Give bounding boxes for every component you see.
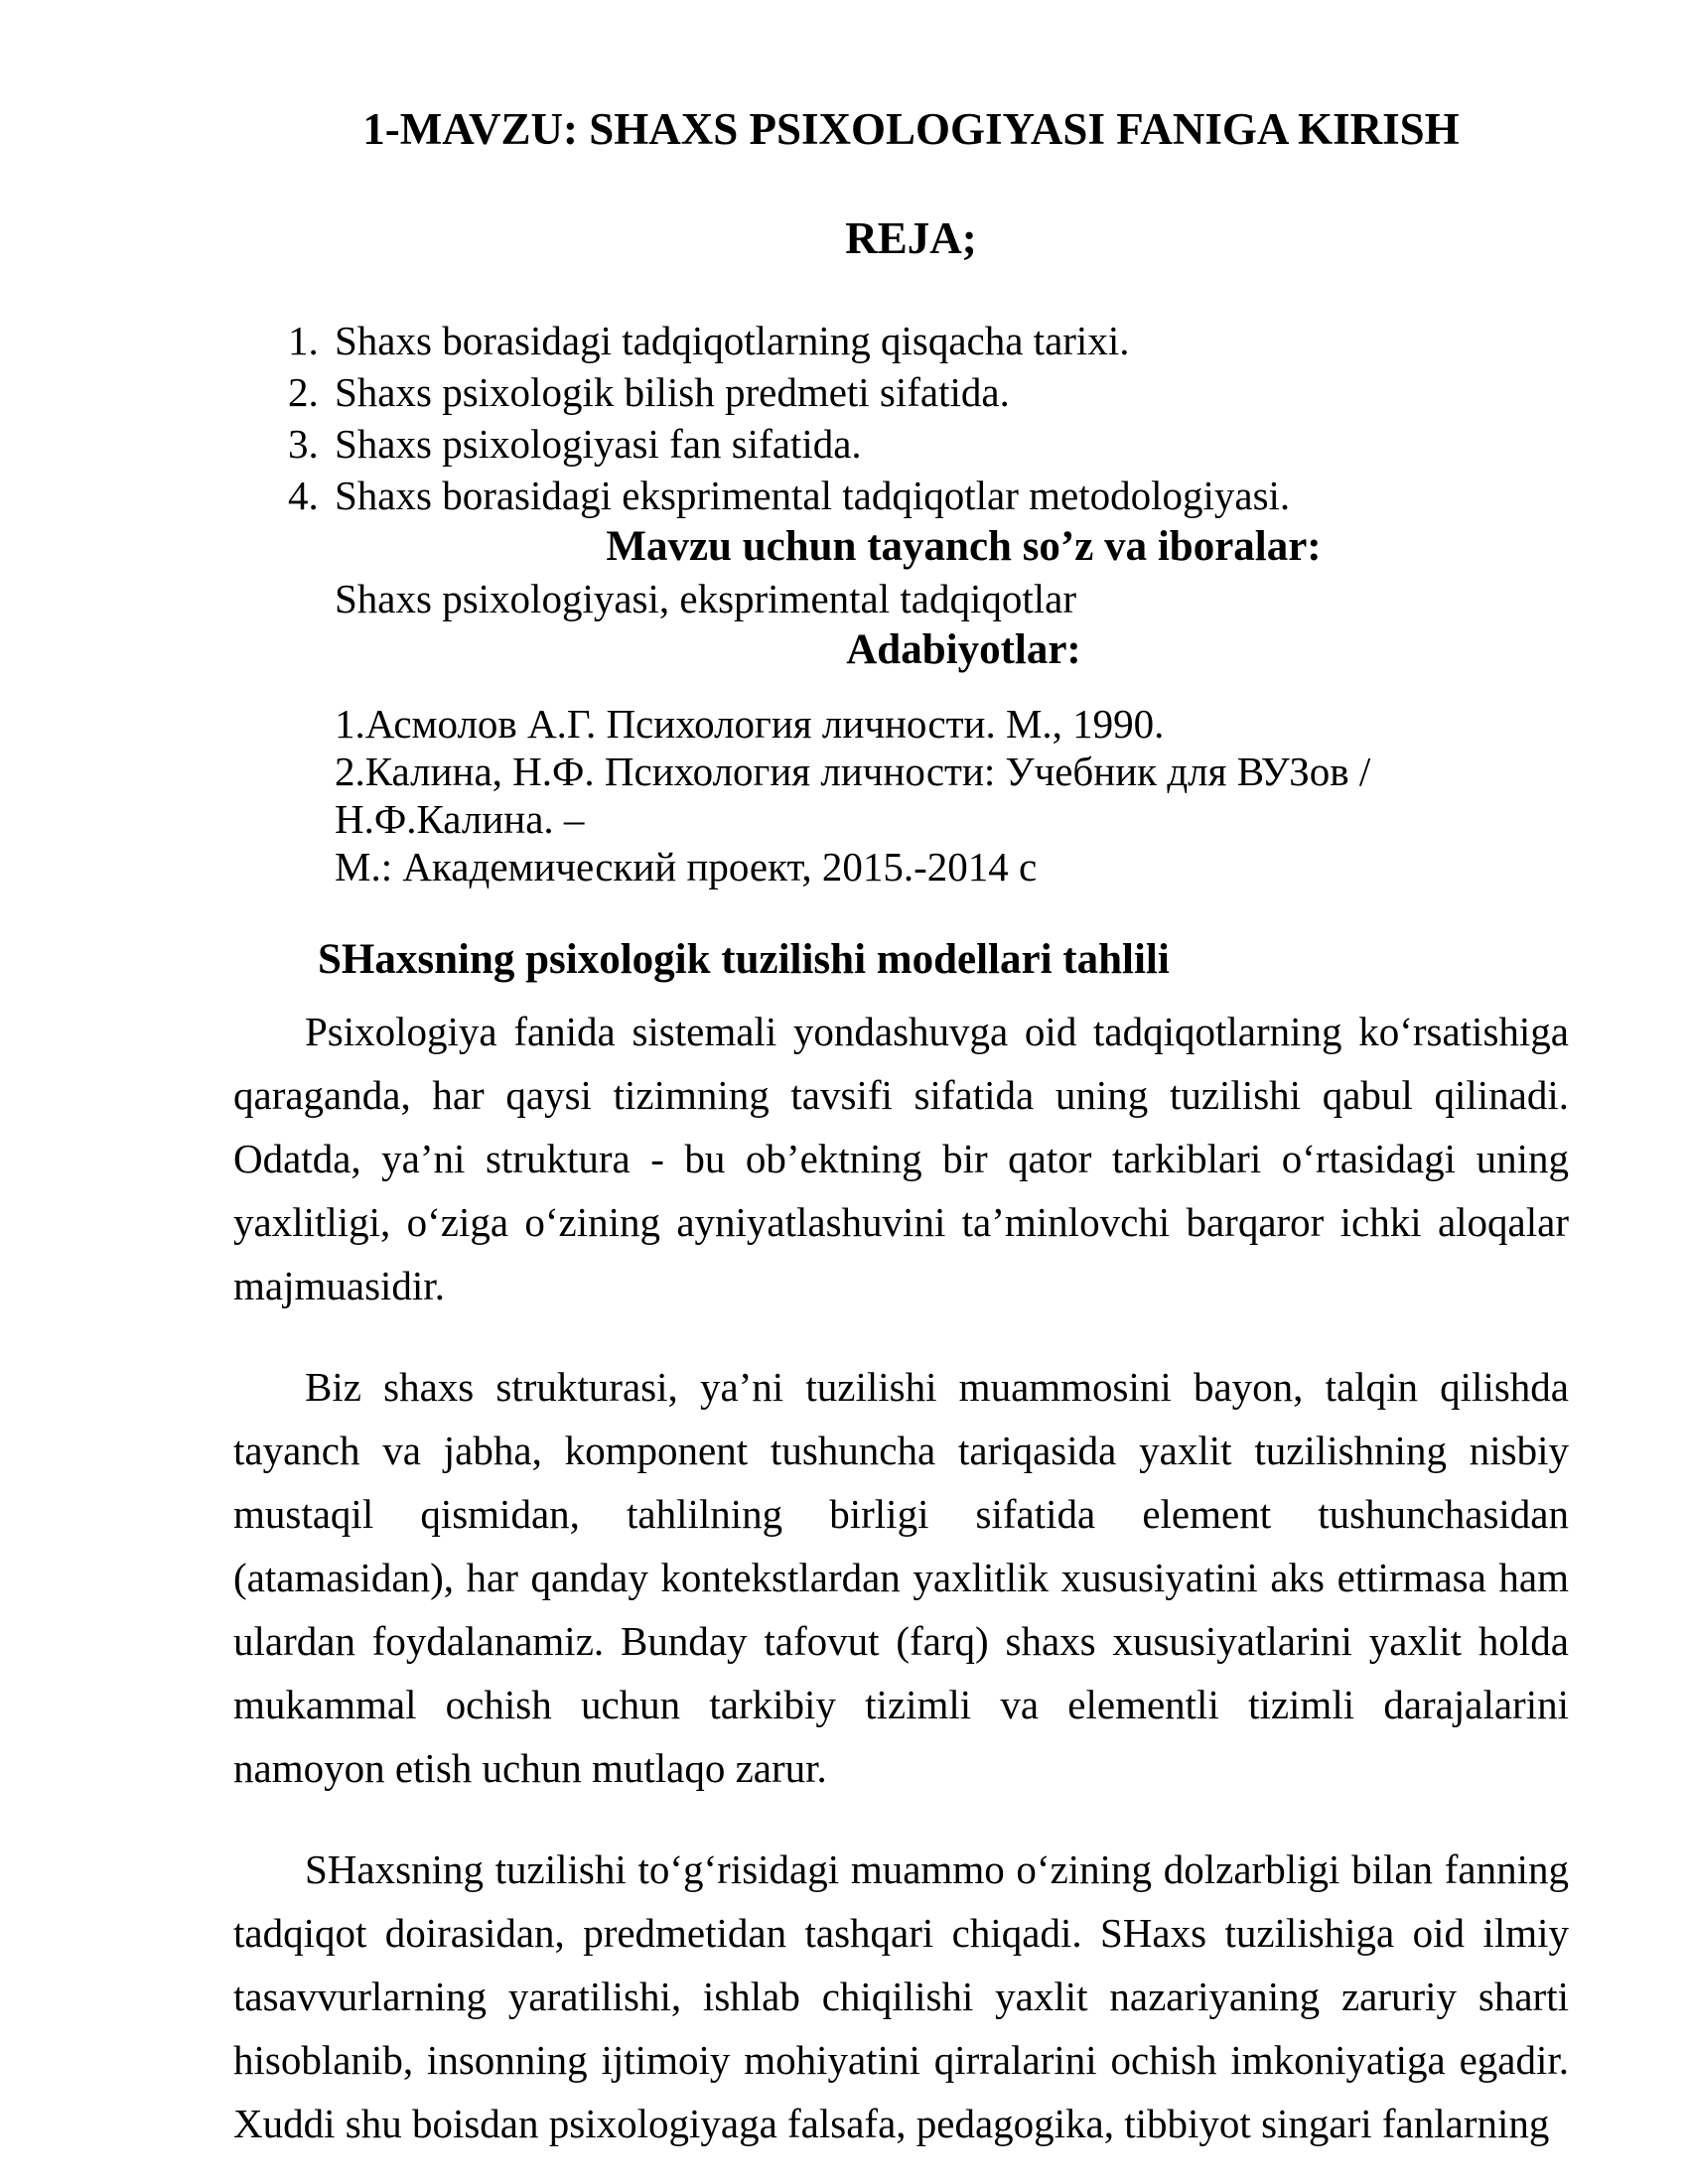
- keywords-heading: Mavzu uchun tayanch so’z va iboralar:: [606, 523, 1322, 570]
- plan-item-text: Shaxs psixologik bilish predmeti sifatida.: [335, 369, 1010, 415]
- literature-heading: Adabiyotlar:: [846, 626, 1081, 673]
- plan-item-text: Shaxs borasidagi eksprimental tadqiqotlar metodologiyasi.: [335, 473, 1291, 518]
- body-paragraph: SHaxsning tuzilishi to‘g‘risidagi muammo o‘zining dolzarbligi bilan fanning tadqiqot doirasidan, predmetidan tashqari chiqadi. SHaxs tuzilishiga oid ilmiy tasavvurlarning yaratilishi, ishlab chiqilishi yaxlit nazariyaning zaruriy sharti hisoblanib, insonning ijtimoiy mohiyatini qirralarini ochish imkoniyatiga egadir. Xuddi shu boisdan psixologiyaga falsafa, pedagogika, tibbiyot singari fanlarning: [233, 1846, 1569, 2146]
- plan-item-number: 2.: [288, 369, 319, 415]
- plan-item: [233, 418, 1569, 470]
- plan-item-number: 4.: [288, 473, 319, 518]
- plan-item-text: Shaxs borasidagi tadqiqotlarning qisqacha tarixi.: [335, 318, 1130, 363]
- plan-item: [233, 315, 1569, 366]
- reference-list: [233, 700, 1569, 890]
- plan-list: [233, 315, 1569, 521]
- body-paragraph: Biz shaxs strukturasi, ya’ni tuzilishi muammosini bayon, talqin qilishda tayanch va jabha, komponent tushuncha tariqasida yaxlit tuzilishning nisbiy mustaqil qismidan, tahlilning birligi sifatida element tushunchasidan (atamasidan), har qanday kontekstlardan yaxlitlik xususiyatini aks ettirmasa ham ulardan foydalanamiz. Bunday tafovut (farq) shaxs xususiyatlarini yaxlit holda mukammal ochish uchun tarkibiy tizimli va elementli tizimli darajalarini namoyon etish uchun mutlaqo zarur.: [233, 1364, 1569, 1791]
- plan-item: [233, 470, 1569, 521]
- document-title: 1-MAVZU: SHAXS PSIXOLOGIYASI FANIGA KIRISH: [362, 104, 1460, 154]
- plan-item-number: 1.: [288, 318, 319, 363]
- reference-line: 2.Калина, Н.Ф. Психология личности: Учебник для ВУЗов / Н.Ф.Калина. –: [335, 749, 1371, 842]
- plan-heading: REJA;: [845, 213, 977, 263]
- plan-item-number: 3.: [288, 421, 319, 467]
- body-paragraph: Psixologiya fanida sistemali yondashuvga oid tadqiqotlarning ko‘rsatishiga qaraganda, har qaysi tizimning tavsifi sifatida uning tuzilishi qabul qilinadi. Odatda, ya’ni struktura - bu ob’ektning bir qator tarkiblari o‘rtasidagi uning yaxlitligi, o‘ziga o‘zining ayniyatlashuvini ta’minlovchi barqaror ichki aloqalar majmuasidir.: [233, 1009, 1569, 1308]
- body-text: [233, 1000, 1569, 2155]
- plan-item: [233, 366, 1569, 418]
- keywords-line: Shaxs psixologiyasi, eksprimental tadqiqotlar: [335, 576, 1077, 621]
- reference-line: М.: Академический проект, 2015.-2014 с: [335, 844, 1038, 889]
- section-heading: SHaxsning psixologik tuzilishi modellari tahlili: [318, 936, 1170, 983]
- document-content: [233, 0, 1569, 2184]
- reference-line: 1.Асмолов А.Г. Психология личности. М., 1990.: [335, 701, 1165, 747]
- plan-item-text: Shaxs psixologiyasi fan sifatida.: [335, 421, 862, 467]
